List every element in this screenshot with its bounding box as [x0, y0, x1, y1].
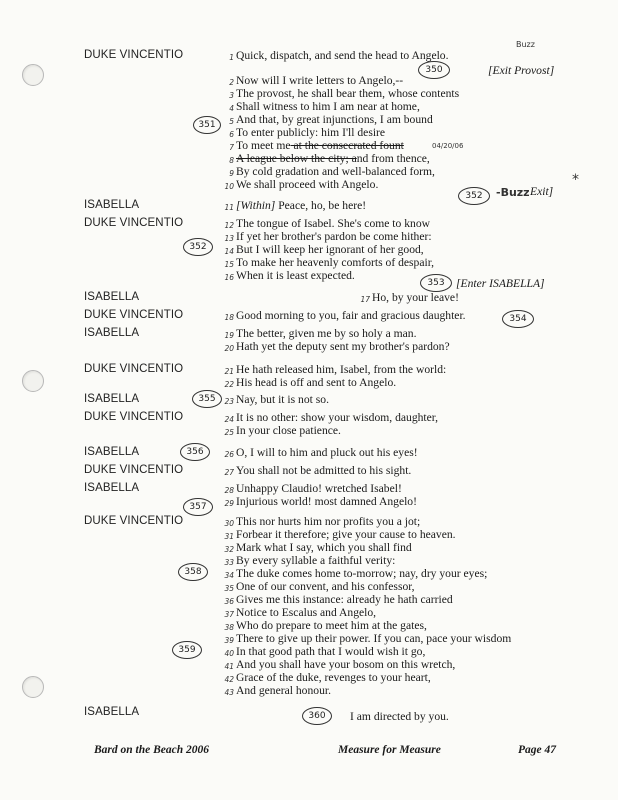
line-number: 37 [224, 610, 234, 619]
cue-circle: 352 [458, 187, 490, 205]
dialogue-line-edited [236, 152, 430, 165]
line-number: 23 [224, 397, 234, 406]
handwritten-note: Buzz [516, 40, 535, 49]
line-number: 1 [229, 53, 234, 62]
dialogue-line: The provost, he shall bear them, whose contents [236, 87, 460, 100]
line-number: 22 [224, 380, 234, 389]
dialogue-line: And general honour. [236, 684, 331, 697]
line-number: 36 [224, 597, 234, 606]
cue-circle: 356 [180, 443, 210, 461]
line-number: 24 [224, 415, 234, 424]
speaker-duke: DUKE VINCENTIO [84, 309, 184, 321]
dialogue-line: Unhappy Claudio! wretched Isabel! [236, 482, 402, 495]
cue-circle: 352 [183, 238, 213, 256]
dialogue-line: To enter publicly: him I'll desire [236, 126, 386, 139]
dialogue-line: There to give up their power. If you can, pace your wisdom [236, 632, 512, 645]
speaker-duke: DUKE VINCENTIO [84, 515, 184, 527]
dialogue-line-edited [236, 139, 404, 152]
dialogue-line: His head is off and sent to Angelo. [236, 376, 397, 389]
dialogue-line: We shall proceed with Angelo. [236, 178, 379, 191]
line-number: 10 [224, 182, 234, 191]
speaker-isabella: ISABELLA [84, 327, 140, 339]
line-number: 8 [229, 156, 234, 165]
dialogue-line: In that good path that I would wish it go, [236, 645, 426, 658]
dialogue-line: When it is least expected. [236, 269, 355, 282]
dialogue-line: You shall not be admitted to his sight. [236, 464, 412, 477]
cue-circle: 358 [178, 563, 208, 581]
handwritten-date: 04/20/06 [432, 142, 464, 150]
speaker-isabella: ISABELLA [84, 199, 140, 211]
line-number: 6 [229, 130, 234, 139]
dialogue-line: Forbear it therefore; give your cause to heaven. [236, 528, 456, 541]
speaker-duke: DUKE VINCENTIO [84, 464, 184, 476]
line-number: 41 [224, 662, 234, 671]
speaker-isabella: ISABELLA [84, 706, 140, 718]
dialogue-line [236, 199, 366, 212]
footer-center: Measure for Measure [338, 744, 441, 756]
line-number: 30 [224, 519, 234, 528]
line-number: 38 [224, 623, 234, 632]
footer-page-number: Page 47 [518, 744, 557, 756]
cue-circle: 359 [172, 641, 202, 659]
cue-circle: 354 [502, 310, 534, 328]
line-number: 28 [224, 486, 234, 495]
dialogue-line: The tongue of Isabel. She's come to know [236, 217, 430, 230]
dialogue-line: To make her heavenly comforts of despair, [236, 256, 434, 269]
dialogue-line: The duke comes home to-morrow; nay, dry your eyes; [236, 567, 488, 580]
stage-direction-exit-provost: [Exit Provost] [488, 64, 555, 77]
line-text: Peace, ho, be here! [275, 199, 367, 212]
line-number: 15 [224, 260, 234, 269]
speaker-isabella: ISABELLA [84, 393, 140, 405]
dialogue-line: Quick, dispatch, and send the head to Angelo. [236, 49, 449, 62]
dialogue-line: Notice to Escalus and Angelo, [236, 606, 377, 619]
line-number: 33 [224, 558, 234, 567]
dialogue-line: One of our convent, and his confessor, [236, 580, 415, 593]
line-number: 43 [224, 688, 234, 697]
line-number: 4 [229, 104, 234, 113]
dialogue-line: Mark what I say, which you shall find [236, 541, 412, 554]
line-number: 34 [224, 571, 234, 580]
line-number: 42 [224, 675, 234, 684]
cue-circle: 355 [192, 390, 222, 408]
line-number: 14 [224, 247, 234, 256]
line-number: 20 [224, 344, 234, 353]
speaker-isabella: ISABELLA [84, 446, 140, 458]
line-number: 18 [224, 313, 234, 322]
line-number: 21 [224, 367, 234, 376]
line-text: nd from thence, [356, 152, 430, 165]
dialogue-line: I am directed by you. [350, 710, 449, 723]
line-number: 27 [224, 468, 234, 477]
speaker-isabella: ISABELLA [84, 482, 140, 494]
dialogue-line: Gives me this instance: already he hath carried [236, 593, 453, 606]
dialogue-line: Grace of the duke, revenges to your heart, [236, 671, 431, 684]
dialogue-line: O, I will to him and pluck out his eyes! [236, 446, 418, 459]
dialogue-line: And that, by great injunctions, I am bound [236, 113, 433, 126]
stage-direction-enter-isabella: [Enter ISABELLA] [456, 277, 545, 290]
dialogue-line: Now will I write letters to Angelo,-- [236, 74, 404, 87]
line-number: 35 [224, 584, 234, 593]
binder-hole-middle [22, 370, 44, 392]
line-number: 29 [224, 499, 234, 508]
line-number: 40 [224, 649, 234, 658]
dialogue-line: It is no other: show your wisdom, daughter, [236, 411, 439, 424]
handwritten-note: -Buzz [496, 186, 530, 199]
dialogue-line: Injurious world! most damned Angelo! [236, 495, 417, 508]
line-number: 5 [229, 117, 234, 126]
dialogue-line: Hath yet the deputy sent my brother's pardon? [236, 340, 450, 353]
line-number: 32 [224, 545, 234, 554]
dialogue-line: By cold gradation and well-balanced form, [236, 165, 435, 178]
speaker-duke: DUKE VINCENTIO [84, 49, 184, 61]
dialogue-line: And you shall have your bosom on this wretch, [236, 658, 456, 671]
dialogue-line: Who do prepare to meet him at the gates, [236, 619, 427, 632]
binder-hole-bottom [22, 676, 44, 698]
cue-circle: 350 [418, 61, 450, 79]
dialogue-line: He hath released him, Isabel, from the world: [236, 363, 447, 376]
dialogue-line: Shall witness to him I am near at home, [236, 100, 420, 113]
dialogue-line: This nor hurts him nor profits you a jot; [236, 515, 421, 528]
speaker-duke: DUKE VINCENTIO [84, 217, 184, 229]
line-number: 17 [360, 295, 370, 304]
speaker-isabella: ISABELLA [84, 291, 140, 303]
dialogue-line: But I will keep her ignorant of her good, [236, 243, 424, 256]
dialogue-line: The better, given me by so holy a man. [236, 327, 417, 340]
binder-hole-top [22, 64, 44, 86]
dialogue-line: If yet her brother's pardon be come hither: [236, 230, 432, 243]
line-number: 11 [224, 203, 234, 212]
stage-direction: [Within] [236, 199, 276, 212]
line-number: 19 [224, 331, 234, 340]
cue-circle: 351 [193, 116, 221, 134]
line-number: 31 [224, 532, 234, 541]
stage-direction-exit: Exit] [530, 185, 554, 198]
dialogue-line: Good morning to you, fair and gracious daughter. [236, 309, 466, 322]
line-number: 16 [224, 273, 234, 282]
cue-circle: 353 [420, 274, 452, 292]
footer-left: Bard on the Beach 2006 [94, 744, 210, 756]
line-number: 7 [229, 143, 234, 152]
dialogue-line: By every syllable a faithful verity: [236, 554, 396, 567]
line-number: 2 [229, 78, 234, 87]
line-number: 3 [229, 91, 234, 100]
line-number: 13 [224, 234, 234, 243]
line-number: 26 [224, 450, 234, 459]
cue-circle: 360 [302, 707, 332, 725]
speaker-duke: DUKE VINCENTIO [84, 363, 184, 375]
line-number: 12 [224, 221, 234, 230]
dialogue-line: In your close patience. [236, 424, 341, 437]
struck-text: A league below the city; a [236, 152, 357, 165]
line-number: 9 [229, 169, 234, 178]
line-text: To meet me [236, 139, 291, 152]
speaker-duke: DUKE VINCENTIO [84, 411, 184, 423]
line-number: 39 [224, 636, 234, 645]
dialogue-line: Ho, by your leave! [372, 291, 459, 304]
struck-text: at the consecrated fount [290, 139, 404, 152]
dialogue-line: Nay, but it is not so. [236, 393, 329, 406]
cue-circle: 357 [183, 498, 213, 516]
line-number: 25 [224, 428, 234, 437]
star-mark: * [572, 172, 579, 188]
